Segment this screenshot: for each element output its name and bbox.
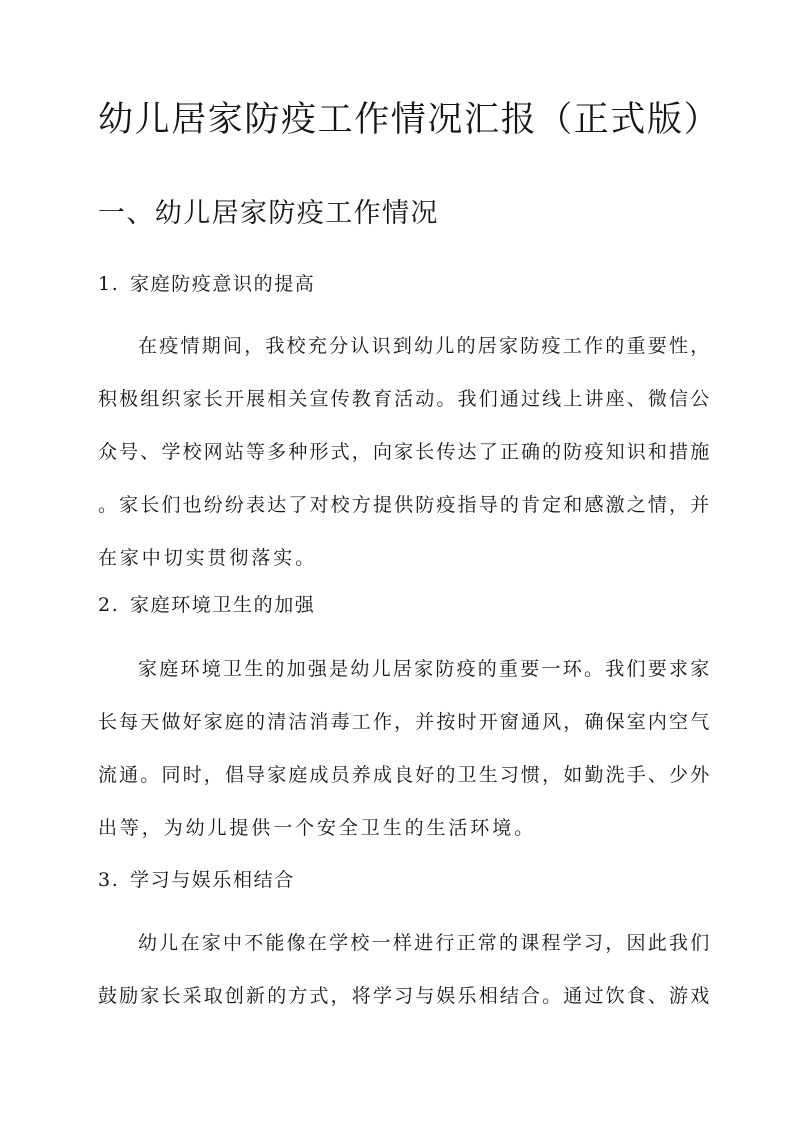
paragraph-line: 在疫情期间，我校充分认识到幼儿的居家防疫工作的重要性， [138,335,710,357]
subsection-number: 3. [98,869,120,891]
paragraph-line: 流通。同时，倡导家庭成员养成良好的卫生习惯，如勤洗手、少外 [98,764,710,786]
subsection-heading-3 [98,866,295,894]
paragraph-1 [98,320,710,585]
subsection-heading-2 [98,591,315,619]
subsection-number: 2. [98,594,120,616]
section-heading: 一、幼儿居家防疫工作情况 [98,198,439,229]
subsection-heading-1 [98,270,315,298]
paragraph-line: 长每天做好家庭的清洁消毒工作，并按时开窗通风，确保室内空气 [98,711,710,733]
paragraph-line: 出等，为幼儿提供一个安全卫生的生活环境。 [98,817,537,839]
subsection-title: 学习与娱乐相结合 [130,869,295,891]
paragraph-line: 幼儿在家中不能像在学校一样进行正常的课程学习，因此我们 [138,932,710,954]
paragraph-2 [98,643,710,855]
subsection-number: 1. [98,273,120,295]
paragraph-line: 积极组织家长开展相关宣传教育活动。我们通过线上讲座、微信公 [98,388,710,410]
paragraph-line: 在家中切实贯彻落实。 [98,547,318,569]
paragraph-line: 家庭环境卫生的加强是幼儿居家防疫的重要一环。我们要求家 [138,658,710,680]
subsection-title: 家庭环境卫生的加强 [130,594,316,616]
document-title: 幼儿居家防疫工作情况汇报（正式版） [98,100,721,140]
subsection-title: 家庭防疫意识的提高 [130,273,316,295]
paragraph-3 [98,917,710,1023]
paragraph-line: 。家长们也纷纷表达了对校方提供防疫指导的肯定和感激之情，并 [98,494,710,516]
paragraph-line: 众号、学校网站等多种形式，向家长传达了正确的防疫知识和措施 [98,441,710,463]
paragraph-line: 鼓励家长采取创新的方式，将学习与娱乐相结合。通过饮食、游戏 [98,985,710,1007]
